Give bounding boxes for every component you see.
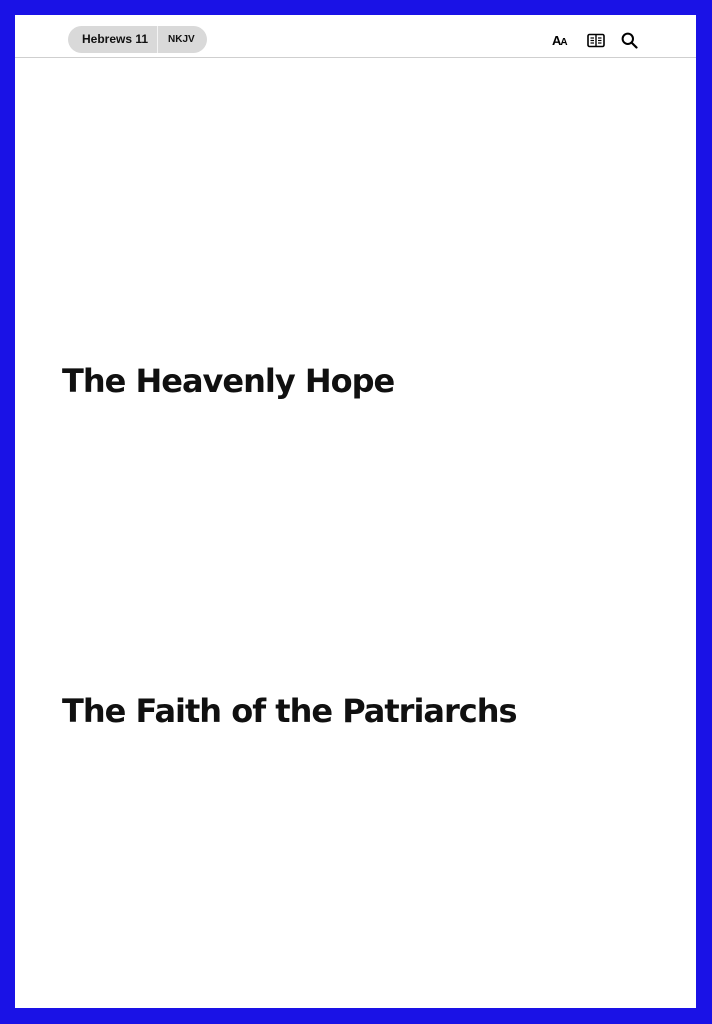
text-size-icon[interactable]: AA [552, 33, 568, 48]
book-chapter-button[interactable]: Hebrews 11 [68, 26, 158, 53]
top-bar [15, 15, 696, 57]
version-button[interactable]: NKJV [168, 34, 195, 45]
section-heading: The Faith of the Patriarchs [62, 692, 517, 730]
book-icon[interactable] [587, 32, 605, 50]
header-divider [15, 57, 696, 58]
chapter-selector[interactable] [68, 26, 207, 53]
search-icon[interactable] [621, 32, 638, 50]
reader-page [15, 15, 696, 1008]
section-heading: The Heavenly Hope [62, 362, 395, 400]
